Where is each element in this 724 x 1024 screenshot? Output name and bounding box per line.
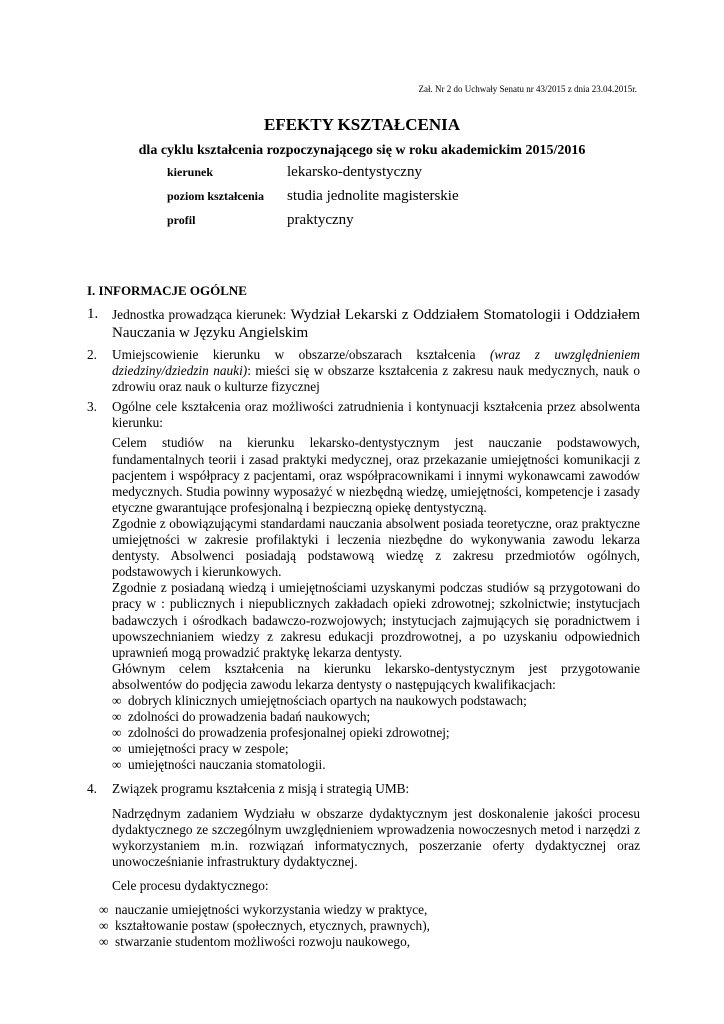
list-item-1 [87, 306, 640, 342]
infinity-bullet-icon: ∞ [112, 692, 122, 708]
section-content [87, 306, 640, 950]
list-item-text: kształtowanie postaw (społecznych, etycznych, prawnych), [115, 918, 430, 934]
meta-value-poziom: studia jednolite magisterskie [287, 188, 459, 204]
list-item-text: umiejętności pracy w zespole; [128, 741, 289, 757]
list-item [112, 757, 640, 773]
list-item [112, 709, 640, 725]
infinity-bullet-icon: ∞ [99, 902, 109, 917]
list-item-4 [87, 781, 640, 797]
paragraph-employment: Zgodnie z posiadaną wiedzą i umiejętnościami uzyskanymi podczas studiów są przygotowani do pracy w : publicznych i niepublicznych zakładach opieki zdrowotnej; szkolnictwie; instytucjach badawczych i ośrodkach badawczo-rozwojowych; instytucjach zajmujących się poradnictwem i upowszechnianiem wiedzy z zakresu edukacji prozdrowotnej, a po uzyskaniu odpowiednich uprawnień mogą prowadzić praktykę lekarza dentysty. [112, 580, 640, 660]
item-text: Ogólne cele kształcenia oraz możliwości zatrudnienia i kontynuacji kształcenia przez absolwenta kierunku: [112, 399, 640, 431]
list-item [99, 934, 640, 950]
meta-label-poziom: poziom kształcenia [167, 189, 264, 203]
infinity-bullet-icon: ∞ [112, 709, 122, 725]
item-italic-note: (wraz z uwzględnieniem dziedziny/dziedzin nauki) [112, 347, 640, 379]
list-item [99, 902, 640, 918]
section-heading: I. INFORMACJE OGÓLNE [87, 283, 247, 298]
document-subtitle: dla cyklu kształcenia rozpoczynającego się w roku akademickim 2015/2016 [138, 143, 586, 158]
meta-row-poziom [167, 188, 459, 212]
list-item-text: dobrych klinicznych umiejętnościach opartych na naukowych podstawach; [128, 692, 527, 708]
meta-row-kierunek [167, 164, 459, 188]
list-item-text: zdolności do prowadzenia profesjonalnej opieki zdrowotnej; [128, 725, 450, 741]
meta-value-profil: praktyczny [287, 212, 354, 228]
annex-reference: Zał. Nr 2 do Uchwały Senatu nr 43/2015 z dnia 23.04.2015r. [418, 84, 637, 94]
program-meta [167, 164, 459, 236]
item-lead: Jednostka prowadząca kierunek: [112, 307, 291, 322]
item-number: 3. [87, 399, 97, 415]
item-number: 2. [87, 347, 97, 362]
item-rest: : mieści się w obszarze kształcenia z zakresu nauk medycznych, nauk o zdrowiu oraz nauk o kulturze fizycznej [112, 363, 641, 395]
meta-label-profil: profil [167, 213, 196, 227]
list-item-text: stwarzanie studentom możliwości rozwoju naukowego, [115, 934, 411, 950]
meta-value-kierunek: lekarsko-dentystyczny [287, 164, 422, 180]
list-item [99, 918, 640, 934]
item-number: 1. [87, 306, 99, 322]
paragraph-goals: Celem studiów na kierunku lekarsko-dentystycznym jest nauczanie podstawowych, fundamentalnych teorii i zasad praktyki medycznej, oraz przekazanie umiejętności komunikacji z pacjentem i współpracy z pacjentami, oraz współpracownikami i innymi wykonawcami zawodów medycznych. Studia powinny wyposażyć w niezbędną wiedzę, umiejętności, kompetencje i zasady etyczne gwarantujące profesjonalną i bezpieczną opiekę dentystyczną. [112, 435, 640, 515]
list-item [112, 725, 640, 741]
list-item [112, 693, 640, 709]
infinity-bullet-icon: ∞ [112, 741, 122, 757]
paragraph-process-goals: Cele procesu dydaktycznego: [112, 877, 269, 893]
item-lead: Umiejscowienie kierunku w obszarze/obszarach kształcenia [112, 347, 490, 362]
list-item-2 [87, 347, 640, 395]
paragraph-mission: Nadrzędnym zadaniem Wydziału w obszarze dydaktycznym jest doskonalenie jakości procesu dydaktycznego ze szczególnym uwzględnieniem wprowadzenia nowoczesnych metod i narzędzi z wykorzystaniem m.in. rozwiązań informatycznych, poszerzanie oferty dydaktycznej oraz unowocześnianie infrastruktury dydaktycznej. [112, 805, 640, 869]
list-item-text: nauczanie umiejętności wykorzystania wiedzy w praktyce, [115, 902, 428, 917]
item-value: Wydział Lekarski z Oddziałem Stomatologii i Oddziałem Nauczania w Języku Angielskim [112, 307, 640, 341]
item-number: 4. [87, 781, 97, 797]
list-item-text: umiejętności nauczania stomatologii. [128, 757, 326, 773]
paragraph-standards: Zgodnie z obowiązującymi standardami nauczania absolwent posiada teoretyczne, oraz praktyczne umiejętności w zakresie profilaktyki i leczenia niezbędne do wykonywania zawodu lekarza dentysty. Absolwenci posiadają podstawową wiedzę z zakresu przedmiotów ogólnych, podstawowych i kierunkowych. [112, 515, 640, 580]
process-goals-list [74, 902, 640, 950]
meta-label-kierunek: kierunek [167, 165, 214, 179]
infinity-bullet-icon: ∞ [112, 725, 122, 741]
infinity-bullet-icon: ∞ [99, 918, 109, 934]
list-item-3 [87, 399, 640, 431]
document-title: EFEKTY KSZTAŁCENIA [263, 115, 460, 134]
infinity-bullet-icon: ∞ [112, 757, 122, 773]
list-item [112, 741, 640, 757]
qualifications-list [87, 693, 640, 773]
paragraph-qualifications: Głównym celem kształcenia na kierunku lekarsko-dentystycznym jest przygotowanie absolwentów do podjęcia zawodu lekarza dentysty o następujących kwalifikacjach: [112, 660, 640, 692]
list-item-text: zdolności do prowadzenia badań naukowych; [128, 709, 371, 725]
item-text: Związek programu kształcenia z misją i strategią UMB: [112, 781, 410, 797]
infinity-bullet-icon: ∞ [99, 934, 109, 950]
meta-row-profil [167, 212, 459, 236]
